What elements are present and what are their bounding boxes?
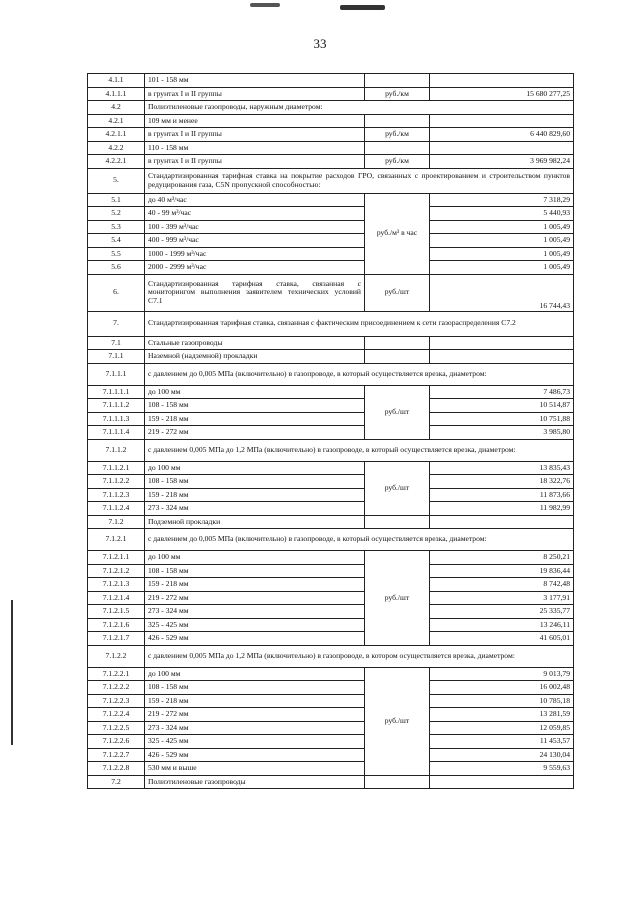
value-cell xyxy=(430,515,574,529)
unit-cell: руб./шт xyxy=(365,461,430,515)
table-row xyxy=(88,748,574,762)
row-description: 100 - 399 м³/час xyxy=(145,220,365,234)
row-number: 7.1.2.2.8 xyxy=(88,762,145,776)
row-description: до 100 мм xyxy=(145,461,365,475)
row-description: до 40 м³/час xyxy=(145,193,365,207)
row-number: 5.6 xyxy=(88,261,145,275)
value-cell: 1 005,49 xyxy=(430,247,574,261)
table-row xyxy=(88,261,574,275)
value-cell: 24 130,04 xyxy=(430,748,574,762)
row-number: 4.2 xyxy=(88,101,145,115)
row-number: 7.1.2.1 xyxy=(88,529,145,551)
row-description: 40 - 99 м³/час xyxy=(145,207,365,221)
row-number: 7.1.1.2.3 xyxy=(88,488,145,502)
row-description: Стандартизированная тарифная ставка, связанная с мониторингом выполнения заявителем технических условий C7.1 xyxy=(145,274,365,311)
value-cell: 6 440 829,60 xyxy=(430,128,574,142)
table-row xyxy=(88,426,574,440)
row-description: с давлением до 0,005 МПа (включительно) в газопроводе, в который осуществляется врезка, диаметром: xyxy=(145,529,574,551)
row-number: 5.2 xyxy=(88,207,145,221)
unit-cell xyxy=(365,775,430,789)
value-cell: 3 985,80 xyxy=(430,426,574,440)
row-description: 1000 - 1999 м³/час xyxy=(145,247,365,261)
table-row xyxy=(88,475,574,489)
table-row xyxy=(88,439,574,461)
value-cell: 5 440,93 xyxy=(430,207,574,221)
table-row xyxy=(88,551,574,565)
row-number: 4.2.1.1 xyxy=(88,128,145,142)
value-cell: 9 013,79 xyxy=(430,667,574,681)
row-description: 273 - 324 мм xyxy=(145,605,365,619)
table-row xyxy=(88,708,574,722)
table-row xyxy=(88,591,574,605)
value-cell xyxy=(430,141,574,155)
row-number: 7.1.1.2.4 xyxy=(88,502,145,516)
unit-cell: руб./шт xyxy=(365,551,430,646)
table-row xyxy=(88,114,574,128)
row-number: 7.1.1.1.1 xyxy=(88,385,145,399)
table-row xyxy=(88,645,574,667)
table-row xyxy=(88,564,574,578)
unit-cell xyxy=(365,114,430,128)
row-description: с давлением до 0,005 МПа (включительно) в газопроводе, в который осуществляется врезка, диаметром: xyxy=(145,363,574,385)
value-cell: 19 836,44 xyxy=(430,564,574,578)
row-number: 7.1.2.2 xyxy=(88,645,145,667)
table-row xyxy=(88,618,574,632)
row-number: 7.1.2.2.2 xyxy=(88,681,145,695)
scan-artifact xyxy=(250,3,280,7)
table-row xyxy=(88,681,574,695)
row-number: 7.1.2.1.2 xyxy=(88,564,145,578)
row-number: 7.1.2.1.6 xyxy=(88,618,145,632)
row-number: 7.1.2.2.5 xyxy=(88,721,145,735)
table-row xyxy=(88,385,574,399)
table-row xyxy=(88,775,574,789)
value-cell: 41 605,01 xyxy=(430,632,574,646)
value-cell: 7 486,73 xyxy=(430,385,574,399)
row-number: 7. xyxy=(88,311,145,336)
table-row xyxy=(88,694,574,708)
value-cell xyxy=(430,114,574,128)
value-cell: 9 559,63 xyxy=(430,762,574,776)
row-number: 5.1 xyxy=(88,193,145,207)
row-description: 219 - 272 мм xyxy=(145,708,365,722)
value-cell: 1 005,49 xyxy=(430,220,574,234)
table-row xyxy=(88,515,574,529)
row-description: в грунтах I и II группы xyxy=(145,128,365,142)
value-cell: 3 177,91 xyxy=(430,591,574,605)
row-description: 108 - 158 мм xyxy=(145,564,365,578)
row-number: 5. xyxy=(88,168,145,193)
row-number: 7.1.1 xyxy=(88,350,145,364)
row-description: 219 - 272 мм xyxy=(145,426,365,440)
row-number: 7.1.2 xyxy=(88,515,145,529)
row-description: 110 - 158 мм xyxy=(145,141,365,155)
value-cell xyxy=(430,775,574,789)
row-description: 426 - 529 мм xyxy=(145,632,365,646)
row-number: 4.1.1.1 xyxy=(88,87,145,101)
table-row xyxy=(88,350,574,364)
value-cell: 7 318,29 xyxy=(430,193,574,207)
table-row xyxy=(88,87,574,101)
row-number: 7.1.2.2.4 xyxy=(88,708,145,722)
table-row xyxy=(88,502,574,516)
unit-cell xyxy=(365,141,430,155)
row-number: 7.1.1.2.2 xyxy=(88,475,145,489)
row-number: 7.1.2.2.1 xyxy=(88,667,145,681)
table-row xyxy=(88,529,574,551)
row-description: Стандартизированная тарифная ставка, связанная с фактическим присоединением к сети газораспределения C7.2 xyxy=(145,311,574,336)
row-number: 4.1.1 xyxy=(88,74,145,88)
table-row xyxy=(88,311,574,336)
row-number: 7.1.2.2.3 xyxy=(88,694,145,708)
row-number: 5.3 xyxy=(88,220,145,234)
unit-cell: руб./км xyxy=(365,155,430,169)
value-cell: 10 514,87 xyxy=(430,399,574,413)
value-cell: 15 680 277,25 xyxy=(430,87,574,101)
table-row xyxy=(88,336,574,350)
table-row xyxy=(88,721,574,735)
row-description: Стандартизированная тарифная ставка на покрытие расходов ГРО, связанных с проектированием и строительством пунктов редуцирования газа, C5N пропускной способностью: xyxy=(145,168,574,193)
row-number: 7.1.2.1.7 xyxy=(88,632,145,646)
row-description: Полиэтиленовые газопроводы xyxy=(145,775,365,789)
tariff-rates-table xyxy=(87,73,574,789)
row-number: 7.1.1.2 xyxy=(88,439,145,461)
unit-cell: руб./шт xyxy=(365,385,430,439)
value-cell: 13 246,11 xyxy=(430,618,574,632)
scan-artifact xyxy=(340,5,385,10)
row-number: 7.1.2.1.1 xyxy=(88,551,145,565)
unit-cell xyxy=(365,74,430,88)
value-cell: 3 969 982,24 xyxy=(430,155,574,169)
table-row xyxy=(88,168,574,193)
row-number: 7.1 xyxy=(88,336,145,350)
page-number: 33 xyxy=(313,36,327,51)
value-cell xyxy=(430,336,574,350)
value-cell: 8 250,21 xyxy=(430,551,574,565)
row-number: 4.2.2.1 xyxy=(88,155,145,169)
row-description: до 100 мм xyxy=(145,385,365,399)
row-description: 159 - 218 мм xyxy=(145,694,365,708)
row-description: 273 - 324 мм xyxy=(145,502,365,516)
row-number: 7.1.2.2.7 xyxy=(88,748,145,762)
table-row xyxy=(88,234,574,248)
row-description: 159 - 218 мм xyxy=(145,488,365,502)
unit-cell: руб./м³ в час xyxy=(365,193,430,274)
row-number: 7.1.2.1.3 xyxy=(88,578,145,592)
unit-cell xyxy=(365,336,430,350)
row-description: 426 - 529 мм xyxy=(145,748,365,762)
row-description: 219 - 272 мм xyxy=(145,591,365,605)
row-description: 159 - 218 мм xyxy=(145,578,365,592)
row-description: 400 - 999 м³/час xyxy=(145,234,365,248)
row-number: 5.5 xyxy=(88,247,145,261)
row-number: 6. xyxy=(88,274,145,311)
row-description: 109 мм и менее xyxy=(145,114,365,128)
value-cell: 11 982,99 xyxy=(430,502,574,516)
row-description: до 100 мм xyxy=(145,551,365,565)
table-row xyxy=(88,141,574,155)
table-row xyxy=(88,220,574,234)
unit-cell: руб./шт xyxy=(365,667,430,775)
value-cell: 1 005,49 xyxy=(430,261,574,275)
row-description: 108 - 158 мм xyxy=(145,475,365,489)
value-cell: 16 744,43 xyxy=(430,274,574,311)
value-cell: 13 281,59 xyxy=(430,708,574,722)
value-cell: 8 742,48 xyxy=(430,578,574,592)
row-number: 4.2.2 xyxy=(88,141,145,155)
row-description: 101 - 158 мм xyxy=(145,74,365,88)
value-cell: 1 005,49 xyxy=(430,234,574,248)
row-description: Полиэтиленовые газопроводы, наружным диаметром: xyxy=(145,101,574,115)
value-cell: 18 322,76 xyxy=(430,475,574,489)
table-row xyxy=(88,155,574,169)
row-number: 7.1.2.2.6 xyxy=(88,735,145,749)
row-number: 7.1.1.1.4 xyxy=(88,426,145,440)
value-cell xyxy=(430,350,574,364)
table-row xyxy=(88,193,574,207)
row-number: 7.1.1.1.2 xyxy=(88,399,145,413)
row-description: Наземной (надземной) прокладки xyxy=(145,350,365,364)
table-row xyxy=(88,578,574,592)
value-cell xyxy=(430,74,574,88)
row-description: 530 мм и выше xyxy=(145,762,365,776)
table-row xyxy=(88,605,574,619)
value-cell: 13 835,43 xyxy=(430,461,574,475)
value-cell: 11 873,66 xyxy=(430,488,574,502)
table-row xyxy=(88,399,574,413)
table-row xyxy=(88,412,574,426)
row-number: 7.1.1.1 xyxy=(88,363,145,385)
table-row xyxy=(88,632,574,646)
unit-cell: руб./км xyxy=(365,128,430,142)
table-row xyxy=(88,74,574,88)
table-row xyxy=(88,488,574,502)
row-description: 2000 - 2999 м³/час xyxy=(145,261,365,275)
value-cell: 11 453,57 xyxy=(430,735,574,749)
row-number: 7.2 xyxy=(88,775,145,789)
row-description: в грунтах I и II группы xyxy=(145,87,365,101)
table-row xyxy=(88,762,574,776)
value-cell: 12 059,85 xyxy=(430,721,574,735)
row-number: 7.1.1.1.3 xyxy=(88,412,145,426)
row-description: до 100 мм xyxy=(145,667,365,681)
row-description: с давлением 0,005 МПа до 1,2 МПа (включительно) в газопроводе, в который осуществляется врезка, диаметром: xyxy=(145,439,574,461)
table-body xyxy=(88,74,574,789)
table-row xyxy=(88,274,574,311)
row-number: 7.1.1.2.1 xyxy=(88,461,145,475)
unit-cell: руб./км xyxy=(365,87,430,101)
row-description: в грунтах I и II группы xyxy=(145,155,365,169)
table-row xyxy=(88,207,574,221)
table-row xyxy=(88,128,574,142)
table-row xyxy=(88,247,574,261)
row-number: 7.1.2.1.5 xyxy=(88,605,145,619)
value-cell: 25 335,77 xyxy=(430,605,574,619)
row-description: 159 - 218 мм xyxy=(145,412,365,426)
value-cell: 16 002,48 xyxy=(430,681,574,695)
table-row xyxy=(88,667,574,681)
row-description: Стальные газопроводы xyxy=(145,336,365,350)
row-description: 108 - 158 мм xyxy=(145,681,365,695)
unit-cell xyxy=(365,350,430,364)
row-number: 4.2.1 xyxy=(88,114,145,128)
margin-scan-line xyxy=(11,600,13,745)
row-number: 7.1.2.1.4 xyxy=(88,591,145,605)
value-cell: 10 785,18 xyxy=(430,694,574,708)
row-description: 325 - 425 мм xyxy=(145,735,365,749)
row-description: 273 - 324 мм xyxy=(145,721,365,735)
table-row xyxy=(88,735,574,749)
row-description: 325 - 425 мм xyxy=(145,618,365,632)
unit-cell: руб./шт xyxy=(365,274,430,311)
value-cell: 10 751,88 xyxy=(430,412,574,426)
row-number: 5.4 xyxy=(88,234,145,248)
row-description: Подземной прокладки xyxy=(145,515,365,529)
unit-cell xyxy=(365,515,430,529)
row-description: 108 - 158 мм xyxy=(145,399,365,413)
table-row xyxy=(88,461,574,475)
row-description: с давлением 0,005 МПа до 1,2 МПа (включительно) в газопроводе, в котором осуществляется врезка, диаметром: xyxy=(145,645,574,667)
table-row xyxy=(88,363,574,385)
table-row xyxy=(88,101,574,115)
